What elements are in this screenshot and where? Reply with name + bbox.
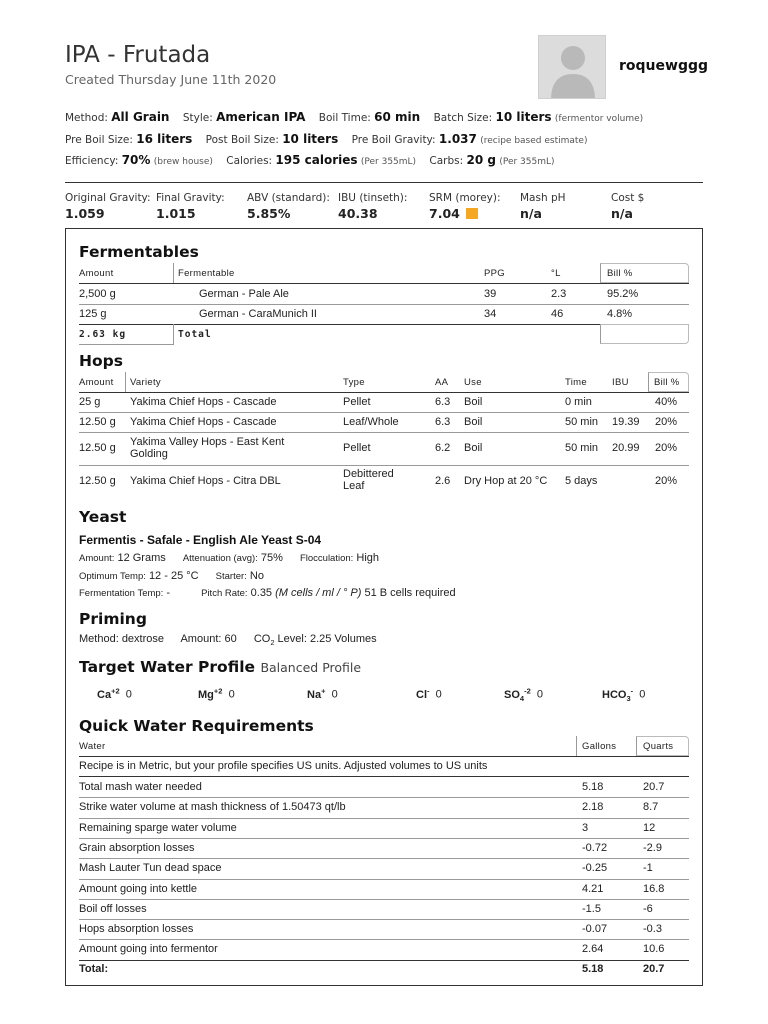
- water-row-gallons: -0.25: [582, 862, 608, 874]
- row-rule: [79, 344, 174, 345]
- flocculation-label: Flocculation:: [299, 553, 354, 564]
- row-rule: [79, 324, 689, 325]
- col-quarts: Quarts: [643, 741, 674, 752]
- hop-use: Boil: [464, 442, 483, 454]
- stat-fg: [156, 192, 225, 221]
- header-rule: [79, 392, 689, 393]
- row-rule: [79, 797, 689, 798]
- water-row-gallons: -1.5: [582, 903, 601, 915]
- priming-heading: Priming: [79, 610, 147, 628]
- efficiency-label: Efficiency:: [65, 155, 119, 167]
- col-divider: [576, 736, 577, 756]
- col-lovibond: °L: [551, 268, 561, 279]
- hop-type: Debittered Leaf: [343, 468, 394, 492]
- stat-value: 1.059: [65, 206, 105, 221]
- col-time: Time: [565, 377, 587, 388]
- ferm-lovibond: 2.3: [551, 288, 567, 300]
- style-label: Style:: [182, 112, 213, 124]
- ferm-name[interactable]: German - Pale Ale: [199, 288, 289, 300]
- water-row-label: Grain absorption losses: [79, 842, 195, 854]
- yeast-row-2: [79, 570, 264, 582]
- stat-label: Mash pH: [520, 192, 566, 204]
- water-row-label: Amount going into fermentor: [79, 943, 218, 955]
- hop-ibu: 20.99: [612, 442, 640, 454]
- pitch-rate-value: 0.35: [250, 587, 273, 599]
- hop-time: 50 min: [565, 442, 599, 454]
- stat-label: Original Gravity:: [65, 192, 151, 204]
- water-row-gallons: -0.72: [582, 842, 608, 854]
- water-row-quarts: 12: [643, 822, 656, 834]
- water-row-quarts: 8.7: [643, 801, 659, 813]
- meta-row-2: [65, 132, 597, 146]
- water-row-quarts: -6: [643, 903, 653, 915]
- stat-label: IBU (tinseth):: [338, 192, 408, 204]
- water-row-gallons: -0.07: [582, 923, 608, 935]
- col-fermentable: Fermentable: [178, 268, 235, 279]
- batch-size-label: Batch Size:: [433, 112, 493, 124]
- col-bill: Bill %: [654, 377, 680, 388]
- hop-use: Dry Hop at 20 °C: [464, 475, 548, 487]
- total-bill-box: [600, 324, 689, 344]
- hop-aa: 6.3: [435, 396, 451, 408]
- hop-aa: 6.3: [435, 416, 451, 428]
- water-row-label: Boil off losses: [79, 903, 147, 915]
- calories-label: Calories:: [226, 155, 273, 167]
- water-row-quarts: -1: [643, 862, 653, 874]
- pre-boil-size-label: Pre Boil Size:: [65, 134, 133, 146]
- col-aa: AA: [435, 377, 449, 388]
- ion-cl: Cl- 0: [416, 686, 442, 701]
- efficiency-note: (brew house): [153, 157, 213, 167]
- water-row-label: Total mash water needed: [79, 781, 202, 793]
- row-rule: [79, 960, 689, 961]
- pre-boil-gravity-label: Pre Boil Gravity:: [351, 134, 436, 146]
- water-row-label: Remaining sparge water volume: [79, 822, 237, 834]
- hop-amount: 12.50 g: [79, 442, 116, 454]
- hop-variety[interactable]: Yakima Chief Hops - Citra DBL: [130, 475, 281, 487]
- stat-label: SRM (morey):: [429, 192, 501, 204]
- flocculation-value: High: [356, 552, 379, 564]
- stat-value: 40.38: [338, 206, 378, 221]
- yeast-amount-label: Amount:: [79, 553, 115, 564]
- ferm-name[interactable]: German - CaraMunich II: [199, 308, 317, 320]
- col-gallons: Gallons: [582, 741, 617, 752]
- stat-label: Cost $: [611, 192, 645, 204]
- hop-time: 50 min: [565, 416, 599, 428]
- co2-level-label: $CO_2$ Level:: [253, 633, 307, 648]
- col-variety: Variety: [130, 377, 161, 388]
- ferm-total-amount: 2.63 kg: [79, 329, 127, 340]
- water-row-quarts: 20.7: [643, 781, 665, 793]
- water-row-gallons: 5.18: [582, 781, 604, 793]
- starter-value: No: [249, 570, 264, 582]
- batch-size-value: 10 liters: [495, 110, 552, 124]
- ion-ca: $Ca^{+2}$ 0: [97, 686, 132, 701]
- water-total-gallons: 5.18: [582, 963, 604, 975]
- stat-label: ABV (standard):: [247, 192, 330, 204]
- optimum-temp-value: 12 - 25 °C: [148, 570, 199, 582]
- water-total-label: Total:: [79, 963, 109, 975]
- hop-ibu: 19.39: [612, 416, 640, 428]
- hop-type: Pellet: [343, 442, 371, 454]
- pitch-cells: 51 B cells required: [364, 587, 456, 599]
- user-silhouette-icon: [539, 36, 606, 99]
- pre-boil-gravity-value: 1.037: [438, 132, 477, 146]
- hop-variety[interactable]: Yakima Chief Hops - Cascade: [130, 416, 277, 428]
- row-rule: [79, 899, 689, 900]
- water-total-quarts: 20.7: [643, 963, 665, 975]
- ferm-temp-value: -: [166, 587, 171, 599]
- col-ibu: IBU: [612, 377, 629, 388]
- hop-use: Boil: [464, 416, 483, 428]
- carbs-label: Carbs:: [429, 155, 464, 167]
- row-rule: [79, 858, 689, 859]
- stat-og: [65, 192, 151, 221]
- page-title: IPA - Frutada: [65, 42, 211, 68]
- hop-time: 5 days: [565, 475, 598, 487]
- style-value[interactable]: American IPA: [216, 110, 306, 124]
- water-row-gallons: 2.18: [582, 801, 604, 813]
- carbs-value: 20 g: [466, 153, 496, 167]
- method-value: All Grain: [111, 110, 170, 124]
- col-type: Type: [343, 377, 365, 388]
- ion-hco3: $HCO_3^-$ 0: [602, 686, 646, 703]
- created-date: Created Thursday June 11th 2020: [65, 72, 277, 87]
- stat-mash-ph: [520, 192, 566, 221]
- row-rule: [79, 939, 689, 940]
- hop-time: 0 min: [565, 396, 592, 408]
- priming-row: [79, 633, 377, 647]
- row-rule: [79, 465, 689, 466]
- hop-aa: 2.6: [435, 475, 451, 487]
- yeast-name[interactable]: Fermentis - Safale - English Ale Yeast S-04: [79, 533, 322, 547]
- hop-variety[interactable]: Yakima Valley Hops - East Kent Golding: [130, 436, 285, 460]
- pre-boil-gravity-note: (recipe based estimate): [480, 136, 588, 146]
- water-row-label: Amount going into kettle: [79, 883, 198, 895]
- srm-color-swatch: [466, 208, 478, 219]
- ferm-ppg: 34: [484, 308, 497, 320]
- fermentables-heading: Fermentables: [79, 243, 199, 261]
- yeast-amount: 12 Grams: [117, 552, 166, 564]
- water-row-gallons: 4.21: [582, 883, 604, 895]
- attenuation-label: Attenuation (avg):: [182, 553, 258, 564]
- calories-value: 195 calories: [275, 153, 358, 167]
- carbs-note: (Per 355mL): [499, 157, 555, 167]
- col-amount: Amount: [79, 377, 114, 388]
- ion-na: Na+ 0: [307, 686, 338, 701]
- co2-level: 2.25 Volumes: [309, 633, 377, 645]
- hop-variety[interactable]: Yakima Chief Hops - Cascade: [130, 396, 277, 408]
- ferm-lovibond: 46: [551, 308, 564, 320]
- water-row-quarts: -2.9: [643, 842, 662, 854]
- hop-amount: 12.50 g: [79, 475, 116, 487]
- water-row-label: Mash Lauter Tun dead space: [79, 862, 222, 874]
- hop-type: Pellet: [343, 396, 371, 408]
- water-req-heading: Quick Water Requirements: [79, 717, 314, 735]
- col-water: Water: [79, 741, 106, 752]
- ferm-bill: 4.8%: [607, 308, 633, 320]
- ferm-ppg: 39: [484, 288, 497, 300]
- row-rule: [79, 919, 689, 920]
- ion-so4: $SO_4^{-2}$ 0: [504, 686, 543, 703]
- water-row-quarts: 10.6: [643, 943, 665, 955]
- col-divider: [173, 324, 174, 344]
- hop-use: Boil: [464, 396, 483, 408]
- water-profile-heading: Target Water Profile Balanced Profile: [79, 658, 362, 676]
- ferm-amount: 125 g: [79, 308, 107, 320]
- water-row-quarts: 16.8: [643, 883, 665, 895]
- stat-value: n/a: [520, 206, 542, 221]
- username-link[interactable]: roquewggg: [619, 58, 709, 74]
- starter-label: Starter:: [215, 571, 247, 582]
- stat-value: 1.015: [156, 206, 196, 221]
- post-boil-size-value: 10 liters: [282, 132, 339, 146]
- avatar[interactable]: [538, 35, 606, 99]
- row-rule: [79, 304, 689, 305]
- ferm-temp-label: Fermentation Temp:: [79, 588, 164, 599]
- stat-value: 7.04: [429, 206, 460, 221]
- water-row-label: Hops absorption losses: [79, 923, 194, 935]
- hop-amount: 25 g: [79, 396, 101, 408]
- stat-label: Final Gravity:: [156, 192, 225, 204]
- calories-note: (Per 355mL): [360, 157, 417, 167]
- priming-amount: 60: [224, 633, 237, 645]
- col-divider: [125, 372, 126, 392]
- boil-time-label: Boil Time:: [318, 112, 371, 124]
- row-rule: [79, 776, 689, 777]
- post-boil-size-label: Post Boil Size:: [205, 134, 279, 146]
- hops-heading: Hops: [79, 352, 123, 370]
- priming-method-label: Method:: [79, 633, 119, 645]
- hop-bill: 20%: [655, 442, 678, 454]
- pitch-rate-units: (M cells / ml / ° P): [275, 587, 362, 599]
- row-rule: [79, 879, 689, 880]
- col-ppg: PPG: [484, 268, 505, 279]
- ion-mg: $Mg^{+2}$ 0: [198, 686, 235, 701]
- stat-cost: [611, 192, 644, 221]
- row-rule: [79, 838, 689, 839]
- boil-time-value: 60 min: [374, 110, 421, 124]
- col-bill: Bill %: [607, 268, 633, 279]
- row-rule: [79, 818, 689, 819]
- divider: [65, 182, 703, 183]
- water-row-gallons: 2.64: [582, 943, 604, 955]
- efficiency-value: 70%: [121, 153, 151, 167]
- hop-bill: 20%: [655, 416, 678, 428]
- water-profile-name: Balanced Profile: [260, 660, 362, 675]
- attenuation-value: 75%: [260, 552, 283, 564]
- row-rule: [79, 432, 689, 433]
- optimum-temp-label: Optimum Temp:: [79, 571, 146, 582]
- hop-type: Leaf/Whole: [343, 416, 399, 428]
- priming-amount-label: Amount:: [180, 633, 222, 645]
- water-note: Recipe is in Metric, but your profile specifies US units. Adjusted volumes to US units: [79, 760, 488, 772]
- stat-srm: [429, 192, 501, 221]
- ferm-bill: 95.2%: [607, 288, 639, 300]
- meta-row-3: [65, 153, 565, 167]
- method-label: Method:: [65, 112, 108, 124]
- batch-size-note: (fermentor volume): [554, 114, 644, 124]
- col-amount: Amount: [79, 268, 114, 279]
- pitch-rate-label: Pitch Rate:: [201, 588, 248, 599]
- stat-value: 5.85%: [247, 206, 291, 221]
- meta-row-1: [65, 110, 653, 124]
- col-use: Use: [464, 377, 482, 388]
- hop-amount: 12.50 g: [79, 416, 116, 428]
- priming-method: dextrose: [121, 633, 165, 645]
- stat-ibu: [338, 192, 407, 221]
- water-row-label: Strike water volume at mash thickness of 1.50473 qt/lb: [79, 801, 346, 813]
- stat-abv: [247, 192, 330, 221]
- hop-aa: 6.2: [435, 442, 451, 454]
- header-rule: [79, 756, 689, 757]
- water-row-gallons: 3: [582, 822, 589, 834]
- water-row-quarts: -0.3: [643, 923, 662, 935]
- stat-value: n/a: [611, 206, 633, 221]
- hop-bill: 20%: [655, 475, 678, 487]
- hop-bill: 40%: [655, 396, 678, 408]
- ferm-total-label: Total: [178, 329, 212, 340]
- yeast-heading: Yeast: [79, 508, 127, 526]
- row-rule: [79, 412, 689, 413]
- ferm-amount: 2,500 g: [79, 288, 116, 300]
- yeast-row-1: [79, 552, 379, 564]
- pre-boil-size-value: 16 liters: [136, 132, 193, 146]
- col-divider: [173, 263, 174, 283]
- header-rule: [79, 283, 689, 284]
- yeast-row-3: [79, 587, 456, 599]
